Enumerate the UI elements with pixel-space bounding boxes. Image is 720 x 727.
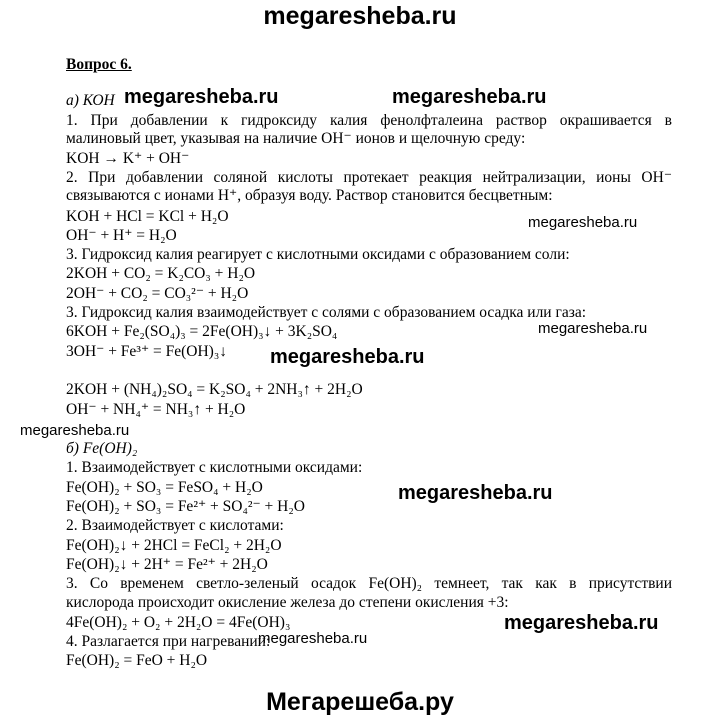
section-b-p1: 1. Взаимодействует с кислотными оксидами: bbox=[66, 459, 363, 476]
section-a-eq9: OH⁻ + NH₄⁺ = NH₃↑ + H₂O bbox=[66, 401, 246, 418]
watermark-overlay: megaresheba.ru bbox=[392, 86, 547, 108]
section-b-title: б) Fe(OH)₂ bbox=[66, 440, 138, 457]
watermark-overlay: megaresheba.ru bbox=[270, 346, 425, 368]
section-a-eq1: KOH → K⁺ + OH⁻ bbox=[66, 150, 190, 167]
section-a-eq7: 3OH⁻ + Fe³⁺ = Fe(OH)₃↓ bbox=[66, 343, 227, 360]
section-a-eq8: 2KOH + (NH₄)₂SO₄ = K₂SO₄ + 2NH₃↑ + 2H₂O bbox=[66, 381, 363, 398]
watermark-overlay: megaresheba.ru bbox=[124, 86, 279, 108]
section-a-eq5: 2OH⁻ + CO₂ = CO₃²⁻ + H₂O bbox=[66, 285, 249, 302]
section-a-p1-line2: малиновый цвет, указывая на наличие OH⁻ ионов и щелочную среду: bbox=[66, 130, 526, 147]
section-a-eq3: OH⁻ + H⁺ = H₂O bbox=[66, 227, 177, 244]
watermark-overlay: megaresheba.ru bbox=[398, 482, 553, 504]
section-a-p1-line1: 1. При добавлении к гидроксиду калия фенолфталеина раствор окрашивается в bbox=[66, 112, 672, 129]
section-b-eq3: Fe(OH)₂↓ + 2HCl = FeCl₂ + 2H₂O bbox=[66, 537, 282, 554]
section-b-p3-line2: кислорода происходит окисление железа до степени окисления +3: bbox=[66, 594, 509, 611]
section-a-p3: 3. Гидроксид калия реагирует с кислотными оксидами с образованием соли: bbox=[66, 246, 570, 263]
watermark-overlay: megaresheba.ru bbox=[20, 422, 130, 439]
watermark-overlay: megaresheba.ru bbox=[528, 214, 638, 231]
section-b-p4: 4. Разлагается при нагревании: bbox=[66, 633, 271, 650]
watermark-top: megaresheba.ru bbox=[263, 2, 457, 30]
section-b-eq1: Fe(OH)₂ + SO₃ = FeSO₄ + H₂O bbox=[66, 479, 263, 496]
watermark-overlay: megaresheba.ru bbox=[258, 630, 368, 647]
section-b-p3-line1: 3. Со временем светло-зеленый осадок Fe(OH)₂ темнеет, так как в присутствии bbox=[66, 575, 672, 592]
section-a-title: а) КОН bbox=[66, 92, 115, 109]
section-a-eq6: 6KOH + Fe₂(SO₄)₃ = 2Fe(OH)₃↓ + 3K₂SO₄ bbox=[66, 323, 338, 340]
section-a-p2-line2: связываются с ионами H⁺, образуя воду. Раствор становится бесцветным: bbox=[66, 187, 553, 204]
watermark-overlay: megaresheba.ru bbox=[538, 320, 648, 337]
section-b-eq4: Fe(OH)₂↓ + 2H⁺ = Fe²⁺ + 2H₂O bbox=[66, 556, 268, 573]
section-b-p2: 2. Взаимодействует с кислотами: bbox=[66, 517, 284, 534]
section-b-eq2: Fe(OH)₂ + SO₃ = Fe²⁺ + SO₄²⁻ + H₂O bbox=[66, 498, 305, 515]
section-a-p2-line1: 2. При добавлении соляной кислоты протекает реакция нейтрализации, ионы OH⁻ bbox=[66, 169, 672, 186]
section-b-eq5: 4Fe(OH)₂ + O₂ + 2H₂O = 4Fe(OH)₃ bbox=[66, 614, 291, 631]
section-a-eq2: KOH + HCl = KCl + H₂O bbox=[66, 208, 229, 225]
question-heading: Вопрос 6. bbox=[66, 56, 132, 73]
watermark-bottom: Мегарешеба.ру bbox=[266, 688, 454, 716]
section-a-eq4: 2KOH + CO₂ = K₂CO₃ + H₂O bbox=[66, 265, 256, 282]
watermark-overlay: megaresheba.ru bbox=[504, 612, 659, 634]
section-a-p4: 3. Гидроксид калия взаимодействует с солями с образованием осадка или газа: bbox=[66, 304, 587, 321]
section-b-eq6: Fe(OH)₂ = FeO + H₂O bbox=[66, 652, 208, 669]
